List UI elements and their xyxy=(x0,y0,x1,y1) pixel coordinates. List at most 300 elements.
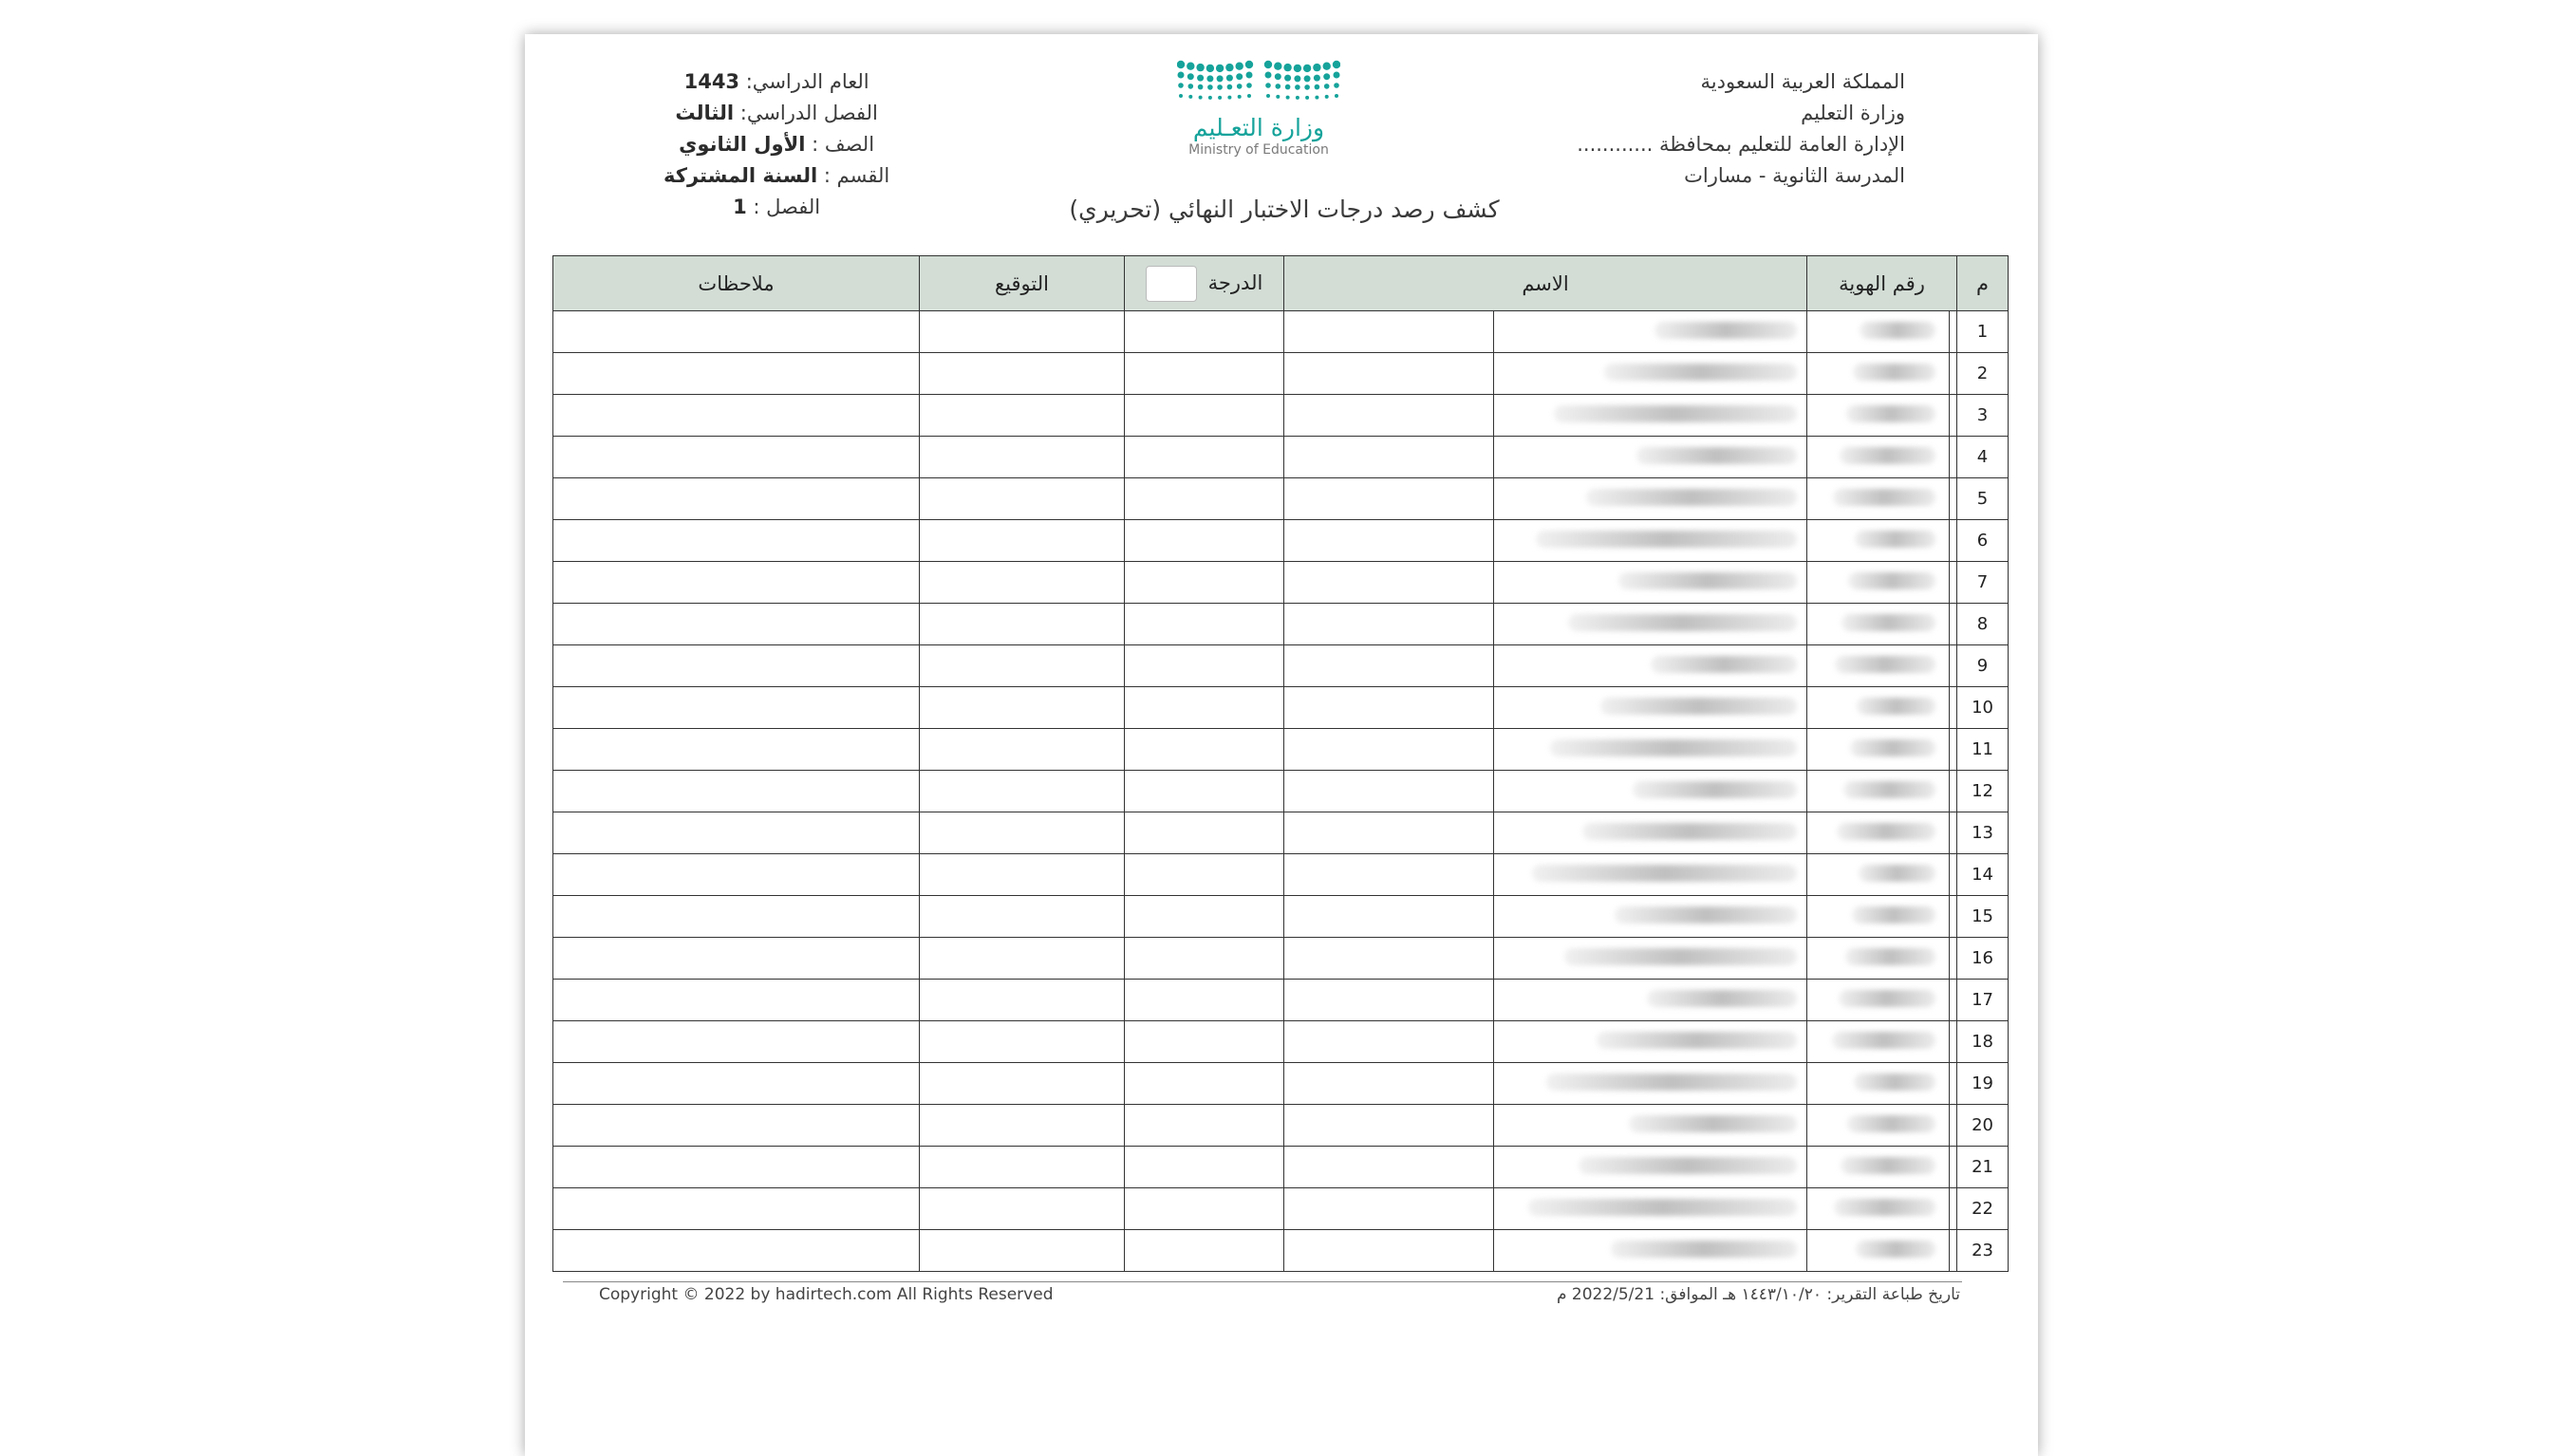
notes-cell[interactable] xyxy=(553,854,920,896)
table-row xyxy=(553,1230,2009,1272)
logo-dot xyxy=(1225,64,1233,71)
grade-cell[interactable] xyxy=(1125,896,1284,938)
logo-dot xyxy=(1315,96,1318,100)
student-name-cell-ext xyxy=(1284,854,1494,896)
class-section-label: الفصل : xyxy=(753,196,821,218)
redacted-id xyxy=(1856,1241,1935,1258)
logo-dot xyxy=(1247,94,1251,98)
grade-cell[interactable] xyxy=(1125,1230,1284,1272)
grade-cell[interactable] xyxy=(1125,395,1284,437)
student-name-cell-ext xyxy=(1284,771,1494,812)
row-number: 18 xyxy=(1957,1021,2009,1063)
redacted-name xyxy=(1615,906,1797,924)
signature-cell[interactable] xyxy=(920,896,1125,938)
notes-cell[interactable] xyxy=(553,980,920,1021)
row-number: 15 xyxy=(1957,896,2009,938)
notes-cell[interactable] xyxy=(553,1063,920,1105)
student-name-cell xyxy=(1494,645,1807,687)
signature-cell[interactable] xyxy=(920,1147,1125,1188)
student-id-cell xyxy=(1807,729,1950,771)
student-name-cell xyxy=(1494,854,1807,896)
student-name-cell xyxy=(1494,687,1807,729)
logo-dot xyxy=(1198,84,1204,90)
redacted-name xyxy=(1633,781,1797,798)
footer-divider xyxy=(563,1281,1962,1282)
signature-cell[interactable] xyxy=(920,980,1125,1021)
grade-cell[interactable] xyxy=(1125,938,1284,980)
student-id-cell xyxy=(1807,1105,1950,1147)
redacted-id xyxy=(1859,865,1935,882)
table-row xyxy=(553,729,2009,771)
grade-cell[interactable] xyxy=(1125,604,1284,645)
student-name-cell-ext xyxy=(1284,478,1494,520)
student-id-cell xyxy=(1807,437,1950,478)
student-name-cell-ext xyxy=(1284,687,1494,729)
grade-level-label: الصف : xyxy=(812,133,875,156)
redacted-id xyxy=(1852,906,1935,924)
logo-dot xyxy=(1206,75,1213,82)
logo-dot xyxy=(1227,96,1231,100)
student-name-cell-ext xyxy=(1284,1063,1494,1105)
student-name-cell xyxy=(1494,1021,1807,1063)
logo-dot xyxy=(1237,84,1243,89)
student-name-cell-ext xyxy=(1284,311,1494,353)
row-number: 12 xyxy=(1957,771,2009,812)
student-name-cell-ext xyxy=(1284,562,1494,604)
student-id-cell xyxy=(1807,896,1950,938)
redacted-id xyxy=(1833,489,1935,506)
logo-dot xyxy=(1323,63,1331,70)
redacted-name xyxy=(1600,698,1797,715)
logo-dot xyxy=(1178,72,1185,79)
logo-dot xyxy=(1236,63,1243,70)
redacted-name xyxy=(1636,447,1797,464)
logo-dot xyxy=(1283,64,1291,71)
table-row xyxy=(553,562,2009,604)
row-number: 6 xyxy=(1957,520,2009,562)
logo-dot xyxy=(1179,94,1183,98)
logo-dot xyxy=(1294,75,1300,82)
row-spacer xyxy=(1950,604,1957,645)
student-name-cell xyxy=(1494,437,1807,478)
grade-cell[interactable] xyxy=(1125,812,1284,854)
notes-cell[interactable] xyxy=(553,1230,920,1272)
notes-cell[interactable] xyxy=(553,771,920,812)
student-name-cell xyxy=(1494,478,1807,520)
table-row xyxy=(553,938,2009,980)
student-id-cell xyxy=(1807,854,1950,896)
signature-cell[interactable] xyxy=(920,854,1125,896)
row-number: 5 xyxy=(1957,478,2009,520)
header-ministry: وزارة التعليم xyxy=(1801,102,1905,124)
logo-dot xyxy=(1275,73,1281,80)
logo-dot xyxy=(1334,72,1340,79)
redacted-id xyxy=(1839,990,1935,1007)
copyright: Copyright © 2022 by hadirtech.com All Rights Reserved xyxy=(599,1285,1054,1304)
report-title: كشف رصد درجات الاختبار النهائي (تحريري) xyxy=(1069,196,1500,223)
notes-cell[interactable] xyxy=(553,311,920,353)
col-notes-header: ملاحظات xyxy=(553,256,920,311)
row-number: 22 xyxy=(1957,1188,2009,1230)
row-number: 3 xyxy=(1957,395,2009,437)
header-term-info xyxy=(664,66,889,223)
student-name-cell xyxy=(1494,1063,1807,1105)
notes-cell[interactable] xyxy=(553,1188,920,1230)
student-name-cell xyxy=(1494,604,1807,645)
redacted-name xyxy=(1611,1241,1797,1258)
signature-cell[interactable] xyxy=(920,311,1125,353)
student-name-cell xyxy=(1494,1147,1807,1188)
department-label: القسم : xyxy=(823,164,890,187)
grade-cell[interactable] xyxy=(1125,562,1284,604)
signature-cell[interactable] xyxy=(920,520,1125,562)
semester-value: الثالث xyxy=(675,102,735,124)
student-name-cell xyxy=(1494,771,1807,812)
col-grade-header xyxy=(1125,256,1284,311)
redacted-name xyxy=(1579,1157,1797,1174)
grade-cell[interactable] xyxy=(1125,1021,1284,1063)
student-id-cell xyxy=(1807,1021,1950,1063)
col-signature-header: التوقيع xyxy=(920,256,1125,311)
row-spacer xyxy=(1950,1021,1957,1063)
logo-dot xyxy=(1324,84,1330,89)
logo-dot xyxy=(1197,75,1204,82)
col-id-header: رقم الهوية xyxy=(1807,256,1957,311)
table-row xyxy=(553,854,2009,896)
signature-cell[interactable] xyxy=(920,478,1125,520)
logo-dot xyxy=(1294,65,1301,72)
redacted-name xyxy=(1586,489,1797,506)
notes-cell[interactable] xyxy=(553,729,920,771)
logo-dot xyxy=(1276,84,1281,89)
row-spacer xyxy=(1950,1188,1957,1230)
logo-dot xyxy=(1218,96,1222,100)
signature-cell[interactable] xyxy=(920,1105,1125,1147)
row-number: 14 xyxy=(1957,854,2009,896)
logo-dot xyxy=(1285,84,1291,90)
student-name-cell-ext xyxy=(1284,896,1494,938)
ministry-logo-icon xyxy=(1177,57,1340,114)
logo-dot xyxy=(1188,84,1194,89)
row-spacer xyxy=(1950,395,1957,437)
row-spacer xyxy=(1950,562,1957,604)
redacted-name xyxy=(1554,405,1797,422)
grade-cell[interactable] xyxy=(1125,729,1284,771)
grade-cell[interactable] xyxy=(1125,353,1284,395)
logo-dot xyxy=(1334,83,1339,88)
student-name-cell xyxy=(1494,1188,1807,1230)
signature-cell[interactable] xyxy=(920,771,1125,812)
logo-arabic-text: وزارة التعـليم xyxy=(1192,114,1325,141)
logo-dot xyxy=(1296,96,1299,100)
notes-cell[interactable] xyxy=(553,437,920,478)
grade-cell[interactable] xyxy=(1125,437,1284,478)
row-number: 23 xyxy=(1957,1230,2009,1272)
notes-cell[interactable] xyxy=(553,1105,920,1147)
row-spacer xyxy=(1950,520,1957,562)
signature-cell[interactable] xyxy=(920,1063,1125,1105)
row-spacer xyxy=(1950,729,1957,771)
table-row xyxy=(553,812,2009,854)
logo-dot xyxy=(1304,84,1310,90)
table-row xyxy=(553,1147,2009,1188)
redacted-name xyxy=(1618,572,1797,589)
logo-dot xyxy=(1274,63,1281,70)
table-row xyxy=(553,687,2009,729)
header-school: المدرسة الثانوية - مسارات xyxy=(1684,164,1905,187)
signature-cell[interactable] xyxy=(920,1188,1125,1230)
redacted-id xyxy=(1835,656,1935,673)
notes-cell[interactable] xyxy=(553,520,920,562)
student-name-cell-ext xyxy=(1284,1147,1494,1188)
student-id-cell xyxy=(1807,812,1950,854)
student-name-cell-ext xyxy=(1284,1105,1494,1147)
logo-dot xyxy=(1187,63,1194,70)
table-row xyxy=(553,645,2009,687)
table-row xyxy=(553,980,2009,1021)
student-name-cell xyxy=(1494,980,1807,1021)
table-row xyxy=(553,520,2009,562)
student-name-cell xyxy=(1494,311,1807,353)
student-name-cell-ext xyxy=(1284,1021,1494,1063)
student-name-cell-ext xyxy=(1284,1188,1494,1230)
grade-entry-box[interactable] xyxy=(1146,266,1197,302)
report-sheet xyxy=(525,34,2038,1456)
academic-year-label: العام الدراسي: xyxy=(745,70,869,93)
logo-dot xyxy=(1266,94,1270,98)
redacted-id xyxy=(1837,823,1935,840)
logo-dot xyxy=(1196,64,1204,71)
student-id-cell xyxy=(1807,520,1950,562)
notes-cell[interactable] xyxy=(553,395,920,437)
row-spacer xyxy=(1950,938,1957,980)
grade-cell[interactable] xyxy=(1125,687,1284,729)
student-id-cell xyxy=(1807,353,1950,395)
student-name-cell-ext xyxy=(1284,520,1494,562)
table-row xyxy=(553,604,2009,645)
grade-level xyxy=(664,129,889,160)
redacted-id xyxy=(1845,948,1935,965)
logo-dot xyxy=(1187,73,1194,80)
row-number: 4 xyxy=(1957,437,2009,478)
signature-cell[interactable] xyxy=(920,729,1125,771)
redacted-name xyxy=(1654,322,1797,339)
logo-dot xyxy=(1335,94,1338,98)
logo-dot xyxy=(1236,73,1243,80)
logo-dot xyxy=(1313,64,1320,71)
signature-cell[interactable] xyxy=(920,938,1125,980)
notes-cell[interactable] xyxy=(553,604,920,645)
signature-cell[interactable] xyxy=(920,687,1125,729)
logo-dot xyxy=(1246,83,1252,88)
logo-dot xyxy=(1245,61,1253,68)
student-name-cell-ext xyxy=(1284,812,1494,854)
row-spacer xyxy=(1950,854,1957,896)
table-row xyxy=(553,771,2009,812)
redacted-name xyxy=(1536,531,1797,548)
student-name-cell xyxy=(1494,1105,1807,1147)
redacted-name xyxy=(1568,614,1797,631)
logo-dot xyxy=(1206,65,1214,72)
student-id-cell xyxy=(1807,395,1950,437)
signature-cell[interactable] xyxy=(920,562,1125,604)
student-name-cell-ext xyxy=(1284,353,1494,395)
student-name-cell-ext xyxy=(1284,1230,1494,1272)
row-spacer xyxy=(1950,1063,1957,1105)
redacted-name xyxy=(1550,739,1797,756)
row-spacer xyxy=(1950,478,1957,520)
notes-cell[interactable] xyxy=(553,938,920,980)
signature-cell[interactable] xyxy=(920,395,1125,437)
class-section-value: 1 xyxy=(733,196,747,218)
row-number: 20 xyxy=(1957,1105,2009,1147)
student-id-cell xyxy=(1807,687,1950,729)
student-id-cell xyxy=(1807,1063,1950,1105)
student-id-cell xyxy=(1807,562,1950,604)
logo-dot xyxy=(1238,95,1242,99)
notes-cell[interactable] xyxy=(553,896,920,938)
row-spacer xyxy=(1950,437,1957,478)
student-id-cell xyxy=(1807,1188,1950,1230)
signature-cell[interactable] xyxy=(920,353,1125,395)
row-spacer xyxy=(1950,645,1957,687)
student-id-cell xyxy=(1807,645,1950,687)
notes-cell[interactable] xyxy=(553,645,920,687)
table-header-row xyxy=(553,256,2009,311)
student-id-cell xyxy=(1807,771,1950,812)
notes-cell[interactable] xyxy=(553,1021,920,1063)
print-date: تاريخ طباعة التقرير: ١٤٤٣/١٠/٢٠ هـ الموافق: 2022/5/21 م xyxy=(1556,1285,1960,1304)
row-spacer xyxy=(1950,687,1957,729)
signature-cell[interactable] xyxy=(920,812,1125,854)
redacted-name xyxy=(1532,865,1797,882)
logo-dot xyxy=(1188,95,1192,99)
redacted-name xyxy=(1564,948,1797,965)
redacted-id xyxy=(1832,1032,1935,1049)
grade-cell[interactable] xyxy=(1125,478,1284,520)
logo-dot xyxy=(1264,61,1272,68)
row-spacer xyxy=(1950,812,1957,854)
semester-label: الفصل الدراسي: xyxy=(739,102,878,124)
semester xyxy=(664,98,889,129)
notes-cell[interactable] xyxy=(553,687,920,729)
student-id-cell xyxy=(1807,311,1950,353)
logo-dot xyxy=(1333,61,1340,68)
signature-cell[interactable] xyxy=(920,1021,1125,1063)
logo-dot xyxy=(1216,65,1224,72)
grade-cell[interactable] xyxy=(1125,520,1284,562)
notes-cell[interactable] xyxy=(553,353,920,395)
col-num-header: م xyxy=(1957,256,2009,311)
logo-dot xyxy=(1208,96,1212,100)
redacted-id xyxy=(1857,698,1935,715)
logo-dot xyxy=(1217,75,1224,82)
redacted-id xyxy=(1854,1073,1935,1091)
redacted-name xyxy=(1582,823,1797,840)
row-spacer xyxy=(1950,353,1957,395)
logo-dot xyxy=(1246,72,1253,79)
header-directorate: الإدارة العامة للتعليم بمحافظة ............ xyxy=(1577,133,1905,156)
redacted-name xyxy=(1528,1199,1797,1216)
signature-cell[interactable] xyxy=(920,1230,1125,1272)
logo-dot xyxy=(1314,75,1320,82)
logo-dot xyxy=(1276,95,1280,99)
grade-cell[interactable] xyxy=(1125,645,1284,687)
row-spacer xyxy=(1950,1105,1957,1147)
redacted-id xyxy=(1853,364,1935,381)
row-spacer xyxy=(1950,896,1957,938)
signature-cell[interactable] xyxy=(920,604,1125,645)
redacted-id xyxy=(1848,572,1935,589)
student-name-cell-ext xyxy=(1284,604,1494,645)
student-name-cell-ext xyxy=(1284,645,1494,687)
logo-dot xyxy=(1227,84,1233,90)
grade-cell[interactable] xyxy=(1125,1147,1284,1188)
logo-dot xyxy=(1207,84,1213,90)
student-id-cell xyxy=(1807,478,1950,520)
row-number: 19 xyxy=(1957,1063,2009,1105)
row-number: 11 xyxy=(1957,729,2009,771)
row-number: 2 xyxy=(1957,353,2009,395)
student-id-cell xyxy=(1807,1147,1950,1188)
notes-cell[interactable] xyxy=(553,562,920,604)
table-row xyxy=(553,353,2009,395)
notes-cell[interactable] xyxy=(553,1147,920,1188)
signature-cell[interactable] xyxy=(920,437,1125,478)
student-name-cell-ext xyxy=(1284,437,1494,478)
grade-cell[interactable] xyxy=(1125,980,1284,1021)
redacted-id xyxy=(1850,739,1935,756)
redacted-name xyxy=(1647,990,1797,1007)
grade-cell[interactable] xyxy=(1125,1188,1284,1230)
row-spacer xyxy=(1950,1230,1957,1272)
table-row xyxy=(553,478,2009,520)
table-row xyxy=(553,395,2009,437)
row-number: 7 xyxy=(1957,562,2009,604)
logo-dot xyxy=(1265,83,1271,88)
student-name-cell xyxy=(1494,520,1807,562)
logo-dot xyxy=(1323,73,1330,80)
redacted-id xyxy=(1847,1115,1935,1132)
logo-dot xyxy=(1284,75,1291,82)
grade-cell[interactable] xyxy=(1125,1063,1284,1105)
grade-cell[interactable] xyxy=(1125,771,1284,812)
logo-dot xyxy=(1295,84,1300,90)
student-name-cell xyxy=(1494,729,1807,771)
table-row xyxy=(553,1188,2009,1230)
redacted-id xyxy=(1841,614,1935,631)
academic-year xyxy=(664,66,889,98)
notes-cell[interactable] xyxy=(553,478,920,520)
grade-cell[interactable] xyxy=(1125,311,1284,353)
row-number: 9 xyxy=(1957,645,2009,687)
grade-cell[interactable] xyxy=(1125,854,1284,896)
student-name-cell xyxy=(1494,1230,1807,1272)
academic-year-value: 1443 xyxy=(683,70,740,93)
student-name-cell xyxy=(1494,896,1807,938)
signature-cell[interactable] xyxy=(920,645,1125,687)
student-name-cell-ext xyxy=(1284,980,1494,1021)
row-number: 21 xyxy=(1957,1147,2009,1188)
grades-table xyxy=(552,255,2009,1272)
notes-cell[interactable] xyxy=(553,812,920,854)
row-number: 16 xyxy=(1957,938,2009,980)
grade-cell[interactable] xyxy=(1125,1105,1284,1147)
logo-dot xyxy=(1226,75,1233,82)
class-section xyxy=(664,192,889,223)
student-id-cell xyxy=(1807,938,1950,980)
redacted-id xyxy=(1860,322,1935,339)
